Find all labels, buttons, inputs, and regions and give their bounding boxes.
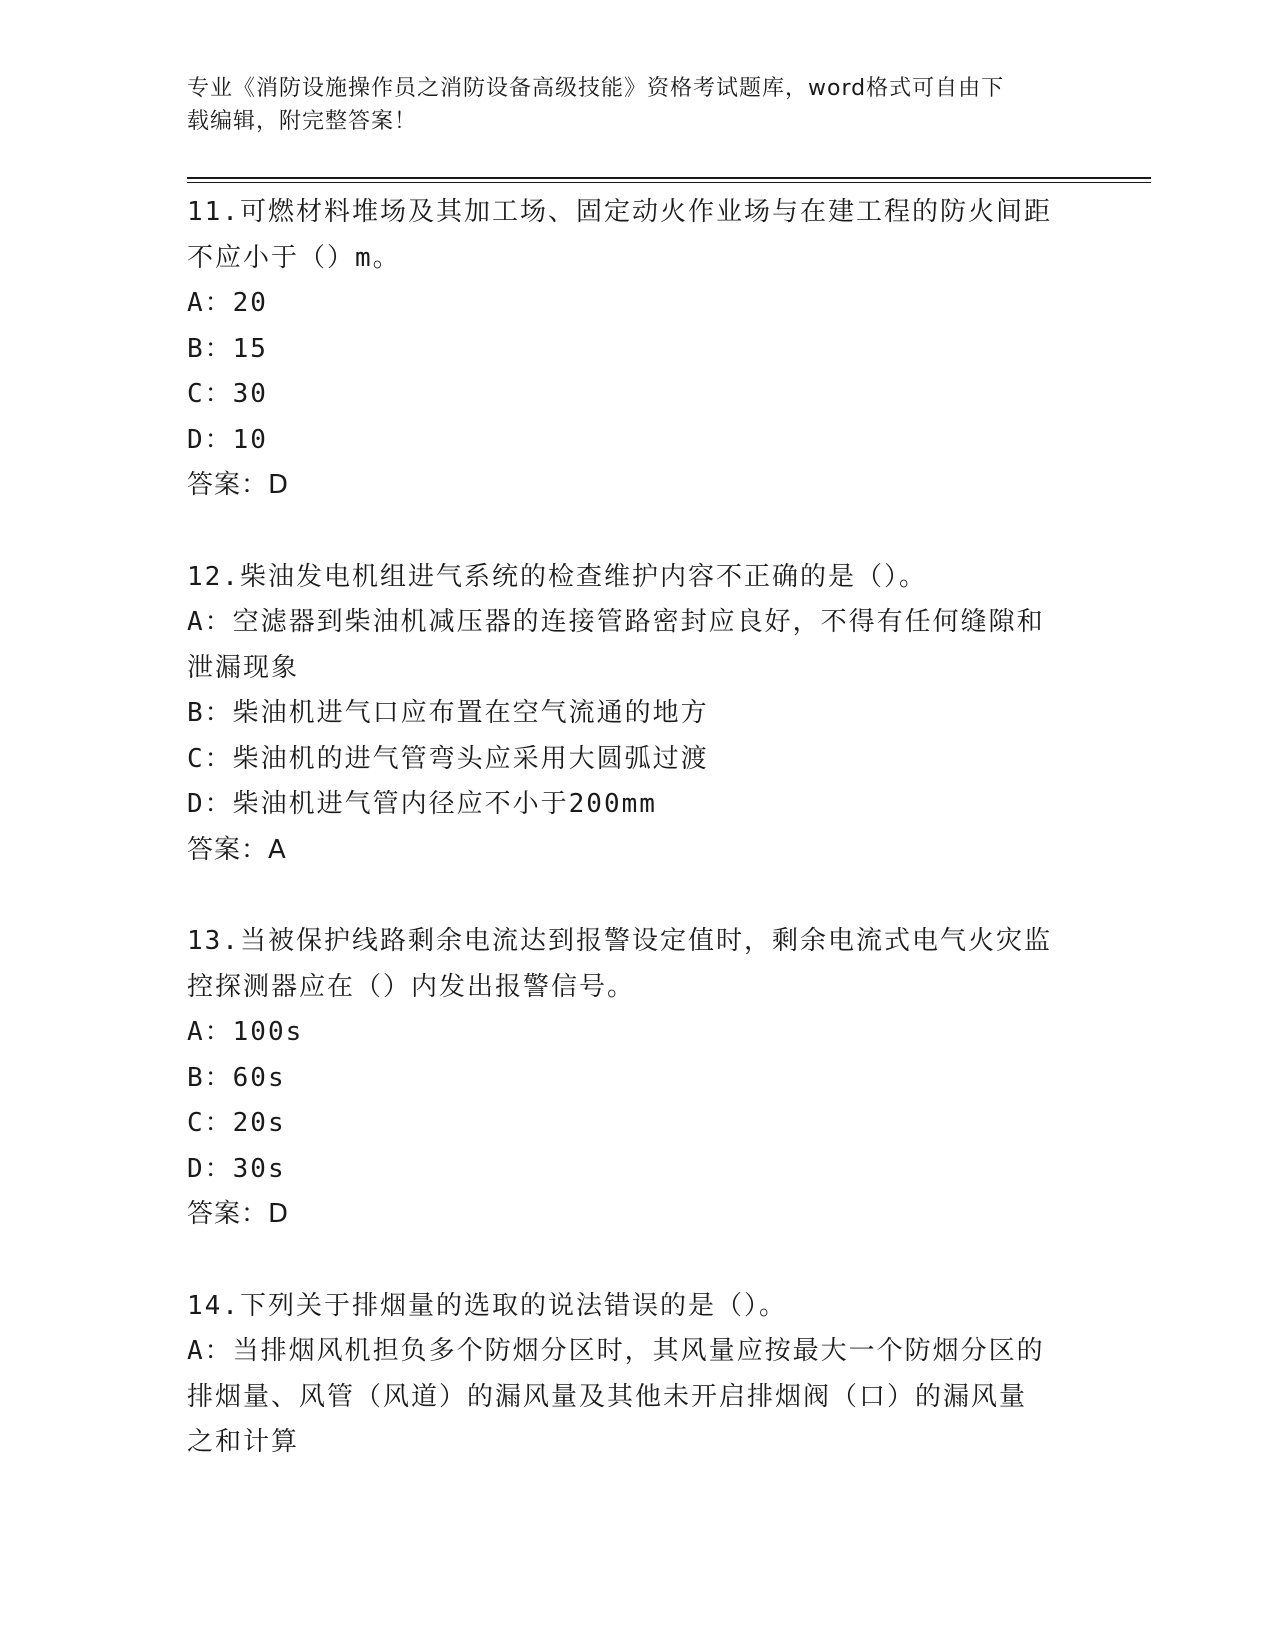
option-d: D：柴油机进气管内径应不小于200mm [187, 789, 657, 819]
question-11 [187, 190, 1087, 509]
header-line-2: 载编辑，附完整答案！ [187, 109, 418, 134]
option-a: A：当排烟风机担负多个防烟分区时，其风量应按最大一个防烟分区的 [187, 1336, 1045, 1366]
option-a: A：20 [187, 288, 268, 318]
option-a: A：100s [187, 1017, 304, 1047]
question-stem: 控探测器应在（）内发出报警信号。 [187, 971, 636, 1002]
answer-line: 答案：D [187, 470, 290, 500]
question-stem: 不应小于（）m。 [187, 242, 401, 273]
option-a-continued: 排烟量、风管（风道）的漏风量及其他未开启排烟阀（口）的漏风量 [187, 1381, 1028, 1412]
option-b: B：15 [187, 333, 268, 364]
option-c: C：柴油机的进气管弯头应采用大圆弧过渡 [187, 743, 709, 774]
question-stem: 13.当被保护线路剩余电流达到报警设定值时，剩余电流式电气火灾监 [187, 926, 1052, 956]
option-b: B：柴油机进气口应布置在空气流通的地方 [187, 698, 709, 728]
question-stem: 14.下列关于排烟量的选取的说法错误的是（）。 [187, 1290, 787, 1321]
question-13 [187, 919, 1087, 1238]
option-c: C：20s [187, 1108, 286, 1138]
document-header [187, 72, 1067, 138]
option-a-continued: 泄漏现象 [187, 652, 300, 683]
option-c: C：30 [187, 379, 268, 409]
option-d: D：30s [187, 1153, 286, 1184]
header-divider-thin [187, 182, 1151, 183]
option-b: B：60s [187, 1062, 286, 1093]
option-d: D：10 [187, 424, 268, 455]
question-14 [187, 1284, 1087, 1466]
question-stem: 11.可燃材料堆场及其加工场、固定动火作业场与在建工程的防火间距 [187, 197, 1052, 227]
question-stem: 12.柴油发电机组进气系统的检查维护内容不正确的是（）。 [187, 561, 927, 592]
header-divider-thick [187, 177, 1151, 179]
question-list [187, 190, 1087, 1512]
answer-line: 答案：D [187, 1199, 290, 1229]
answer-line: 答案：A [187, 834, 287, 865]
option-a-continued: 之和计算 [187, 1427, 300, 1457]
option-a: A：空滤器到柴油机减压器的连接管路密封应良好，不得有任何缝隙和 [187, 607, 1045, 637]
question-12 [187, 555, 1087, 874]
header-line-1: 专业《消防设施操作员之消防设备高级技能》资格考试题库，word格式可自由下 [187, 76, 1005, 101]
